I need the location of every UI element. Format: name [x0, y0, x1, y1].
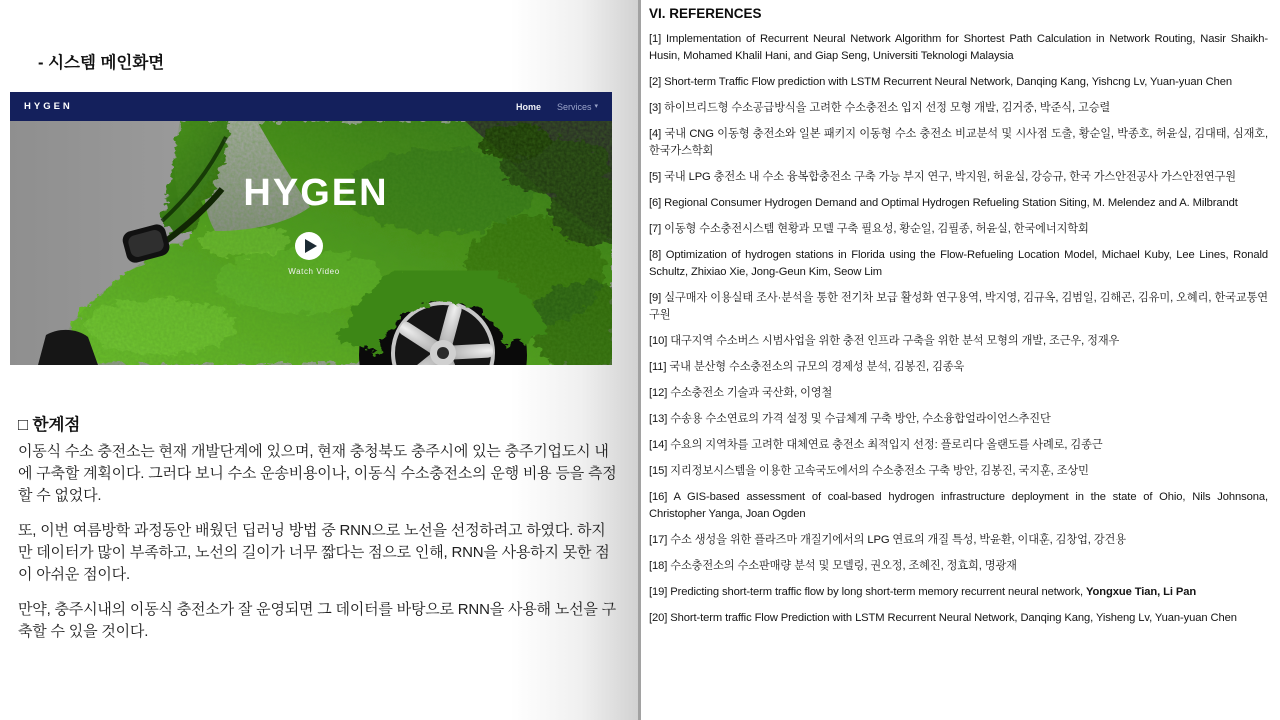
- reference-item: [649, 385, 1268, 402]
- site-logo: HYGEN: [24, 101, 73, 112]
- nav-item-home[interactable]: Home: [515, 101, 541, 112]
- nav-services-label: Services: [556, 101, 592, 112]
- reference-item: [649, 411, 1268, 428]
- car-wheel: [359, 271, 527, 365]
- right-page: [641, 0, 1280, 720]
- reference-text: [16] A GIS-based assessment of coal-based hydrogen infrastructure deployment in the state of Ohio, Nils Johnsona, Christopher Yanga, Joan Ogden: [649, 491, 1268, 520]
- reference-text: [2] Short-term Traffic Flow prediction with LSTM Recurrent Neural Network, Danqing Kang, Yishcng Lv, Yuan-yuan Chen: [649, 76, 1232, 88]
- nav-item-services[interactable]: [557, 102, 598, 112]
- play-button[interactable]: [295, 232, 323, 260]
- reference-text: [3] 하이브리드형 수소공급방식을 고려한 수소충전소 입지 선정 모형 개발, 김거중, 박준식, 고승렬: [649, 102, 1111, 114]
- references-list: [649, 31, 1268, 627]
- reference-item: [649, 532, 1268, 549]
- reference-item: [649, 489, 1268, 523]
- section-title: - 시스템 메인화면: [38, 54, 165, 72]
- reference-item: [649, 74, 1268, 91]
- watch-video-label[interactable]: Watch Video: [288, 267, 340, 276]
- site-nav-links: [516, 102, 598, 112]
- limitations-body: [18, 441, 618, 656]
- hero-title: HYGEN: [243, 172, 389, 214]
- reference-text: [13] 수송용 수소연료의 가격 설정 및 수급체계 구축 방안, 수소융합얼라이언스추진단: [649, 413, 1051, 425]
- reference-text: [14] 수요의 지역차를 고려한 대체연료 충전소 최적입지 선정: 플로리다 올랜도를 사례로, 김종근: [649, 439, 1103, 451]
- reference-item: [649, 169, 1268, 186]
- reference-item: [649, 463, 1268, 480]
- reference-item: [649, 437, 1268, 454]
- reference-text: [5] 국내 LPG 충전소 내 수소 융복합충전소 구축 가능 부지 연구, 박지원, 허윤실, 강승규, 한국 가스안전공사 가스안전연구원: [649, 171, 1236, 183]
- limitations-paragraph: 또, 이번 여름방학 과정동안 배웠던 딥러닝 방법 중 RNN으로 노선을 선정하려고 하였다. 하지만 데이터가 많이 부족하고, 노선의 길이가 너무 짧다는 점으로 인해, RNN을 사용하지 못한 점이 아쉬운 점이다.: [18, 522, 610, 583]
- reference-item: [649, 221, 1268, 238]
- reference-text: [11] 국내 분산형 수소충전소의 규모의 경제성 분석, 김봉진, 김종욱: [649, 361, 965, 373]
- reference-item: [649, 100, 1268, 117]
- hero-image: [10, 121, 612, 365]
- reference-text: [9] 실구매자 이용실태 조사·분석을 통한 전기차 보급 활성화 연구용역, 박지영, 김규옥, 김범일, 김해곤, 김유미, 오혜리, 한국교통연구원: [649, 292, 1268, 321]
- reference-text: [18] 수소충전소의 수소판매량 분석 및 모델링, 권오정, 조혜진, 정효희, 명광재: [649, 560, 1017, 572]
- reference-text: [19] Predicting short-term traffic flow by long short-term memory recurrent neural network,: [649, 586, 1087, 598]
- limitations-paragraph: 만약, 충주시내의 이동식 충전소가 잘 운영되면 그 데이터를 바탕으로 RNN을 사용해 노선을 구축할 수 있을 것이다.: [18, 601, 616, 640]
- reference-item: [649, 558, 1268, 575]
- reference-text: [17] 수소 생성을 위한 플라즈마 개질기에서의 LPG 연료의 개질 특성, 박윤환, 이대훈, 김창업, 강건용: [649, 534, 1126, 546]
- hero-car-illustration: [10, 121, 612, 365]
- chevron-down-icon: ▾: [594, 103, 598, 110]
- reference-text: [12] 수소충전소 기술과 국산화, 이영철: [649, 387, 833, 399]
- reference-item: [649, 195, 1268, 212]
- reference-item: [649, 247, 1268, 281]
- reference-item: [649, 31, 1268, 65]
- reference-item: [649, 290, 1268, 324]
- reference-text: [20] Short-term traffic Flow Prediction with LSTM Recurrent Neural Network, Danqing Kang, Yisheng Lv, Yuan-yuan Chen: [649, 612, 1237, 624]
- reference-text: [1] Implementation of Recurrent Neural Network Algorithm for Shortest Path Calculation in Network Routing, Nasir Shaikh-Husin, Mohamed Khalil Hani, and Giap Seng, Universiti Teknologi Malaysia: [649, 33, 1268, 62]
- reference-item: [649, 333, 1268, 350]
- reference-item: [649, 359, 1268, 376]
- references-heading: VI. REFERENCES: [649, 6, 762, 21]
- reference-text: [10] 대구지역 수소버스 시범사업을 위한 충전 인프라 구축을 위한 분석 모형의 개발, 조근우, 정재우: [649, 335, 1120, 347]
- reference-item: [649, 126, 1268, 160]
- reference-text: [15] 지리정보시스템을 이용한 고속국도에서의 수소충전소 구축 방안, 김봉진, 국지훈, 조상민: [649, 465, 1089, 477]
- reference-text: [7] 이동형 수소충전시스템 현황과 모델 구축 필요성, 황순일, 김필종, 허윤실, 한국에너지학회: [649, 223, 1089, 235]
- site-navbar: [10, 92, 612, 121]
- limitations-heading: □ 한계점: [18, 416, 81, 434]
- reference-text: [4] 국내 CNG 이동형 충전소와 일본 패키지 이동형 수소 충전소 비교분석 및 시사점 도출, 황순일, 박종호, 허윤실, 김대태, 심재호, 한국가스학회: [649, 128, 1268, 157]
- reference-item: [649, 584, 1268, 601]
- reference-bold-authors: Yongxue Tian, Li Pan: [1086, 586, 1197, 598]
- limitations-paragraph: 이동식 수소 충전소는 현재 개발단계에 있으며, 현재 충청북도 충주시에 있는 충주기업도시 내에 구축할 계획이다. 그러다 보니 수소 운송비용이나, 이동식 수소충전소의 운행 비용 등을 측정할 수 없었다.: [18, 443, 617, 504]
- reference-item: [649, 610, 1268, 627]
- reference-text: [8] Optimization of hydrogen stations in Florida using the Flow-Refueling Location Model, Michael Kuby, Lee Lines, Ronald Schultz, Zhixiao Xie, Jong-Geun Kim, Seow Lim: [649, 249, 1268, 278]
- reference-text: [6] Regional Consumer Hydrogen Demand and Optimal Hydrogen Refueling Station Siting, M. Melendez and A. Milbrandt: [649, 197, 1238, 209]
- website-screenshot: [10, 92, 612, 365]
